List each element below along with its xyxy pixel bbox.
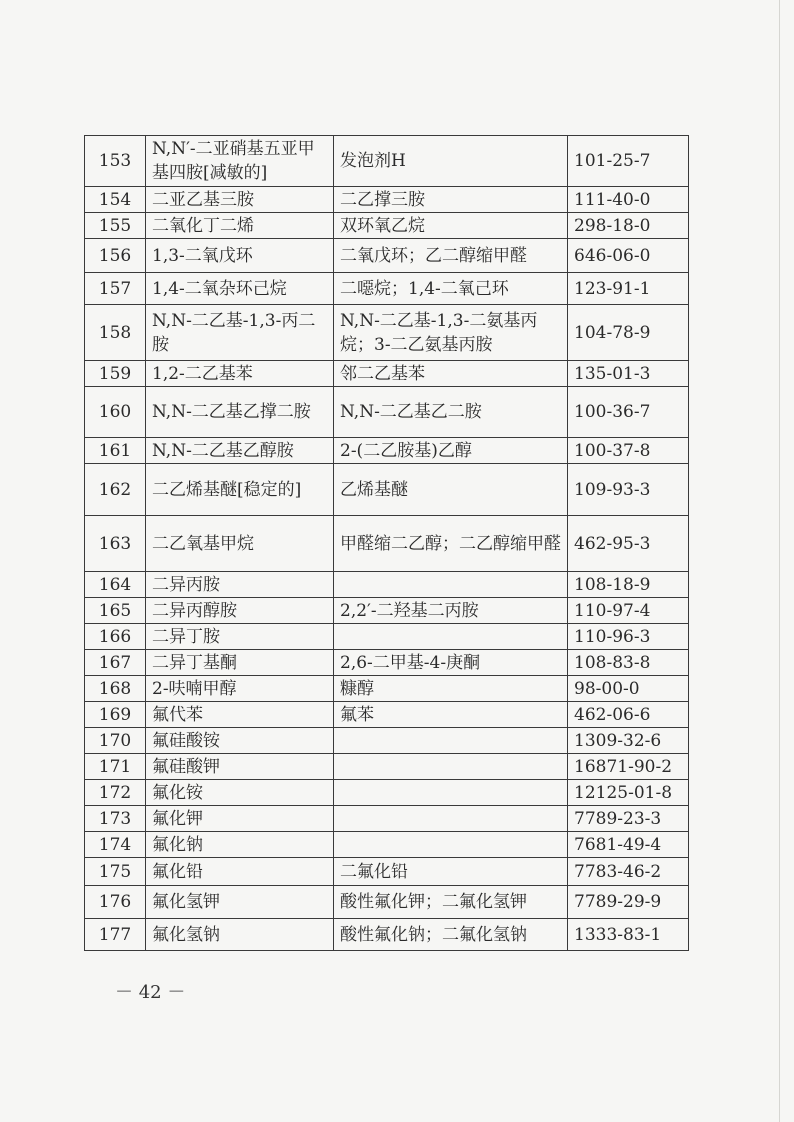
alias-cell: 二乙撑三胺 (334, 187, 568, 213)
alias-cell: 2,2′-二羟基二丙胺 (334, 598, 568, 624)
chemical-name-cell: 氟化钠 (146, 832, 334, 858)
table-row (85, 273, 689, 305)
page-number: － 42 － (115, 982, 186, 1003)
table-row (85, 136, 689, 187)
page-edge (779, 0, 780, 1122)
serial-number-cell: 155 (85, 213, 146, 239)
serial-number-cell: 168 (85, 676, 146, 702)
serial-number-cell: 167 (85, 650, 146, 676)
cas-number-cell: 101-25-7 (568, 136, 689, 187)
alias-cell: 二氟化铅 (334, 858, 568, 886)
table-row (85, 886, 689, 919)
chemical-name-cell: 氟代苯 (146, 702, 334, 728)
alias-cell: 酸性氟化钾；二氟化氢钾 (334, 886, 568, 919)
chemical-name-cell: 二乙氧基甲烷 (146, 516, 334, 572)
table-row (85, 858, 689, 886)
cas-number-cell: 135-01-3 (568, 361, 689, 387)
chemical-name-cell: 二乙烯基醚[稳定的] (146, 464, 334, 516)
cas-number-cell: 1309-32-6 (568, 728, 689, 754)
alias-cell: 糠醇 (334, 676, 568, 702)
cas-number-cell: 104-78-9 (568, 305, 689, 361)
alias-cell: 发泡剂H (334, 136, 568, 187)
chemical-name-cell: N,N-二乙基-1,3-丙二胺 (146, 305, 334, 361)
cas-number-cell: 462-95-3 (568, 516, 689, 572)
table-row (85, 624, 689, 650)
table-row (85, 919, 689, 951)
table-row (85, 702, 689, 728)
alias-cell: 乙烯基醚 (334, 464, 568, 516)
chemical-name-cell: 二异丁胺 (146, 624, 334, 650)
table-row (85, 676, 689, 702)
chemical-name-cell: 氟化氢钠 (146, 919, 334, 951)
cas-number-cell: 7783-46-2 (568, 858, 689, 886)
table-row (85, 598, 689, 624)
serial-number-cell: 158 (85, 305, 146, 361)
cas-number-cell: 111-40-0 (568, 187, 689, 213)
table-row (85, 832, 689, 858)
alias-cell (334, 754, 568, 780)
table-row (85, 239, 689, 273)
chemical-name-cell: N,N-二乙基乙撑二胺 (146, 387, 334, 438)
serial-number-cell: 170 (85, 728, 146, 754)
chemical-table (84, 135, 689, 951)
table-row (85, 728, 689, 754)
alias-cell (334, 806, 568, 832)
chemical-name-cell: N,N′-二亚硝基五亚甲基四胺[减敏的] (146, 136, 334, 187)
cas-number-cell: 100-36-7 (568, 387, 689, 438)
table-row (85, 438, 689, 464)
chemical-name-cell: 二异丙胺 (146, 572, 334, 598)
chemical-name-cell: 1,4-二氧杂环己烷 (146, 273, 334, 305)
alias-cell: 双环氧乙烷 (334, 213, 568, 239)
cas-number-cell: 7789-29-9 (568, 886, 689, 919)
table-row (85, 187, 689, 213)
serial-number-cell: 172 (85, 780, 146, 806)
table-row (85, 361, 689, 387)
chemical-name-cell: 二异丁基酮 (146, 650, 334, 676)
serial-number-cell: 162 (85, 464, 146, 516)
serial-number-cell: 160 (85, 387, 146, 438)
alias-cell (334, 832, 568, 858)
table-row (85, 213, 689, 239)
serial-number-cell: 164 (85, 572, 146, 598)
alias-cell: 甲醛缩二乙醇；二乙醇缩甲醛 (334, 516, 568, 572)
alias-cell: N,N-二乙基-1,3-二氨基丙烷；3-二乙氨基丙胺 (334, 305, 568, 361)
chemical-name-cell: 氟化铅 (146, 858, 334, 886)
table-row (85, 780, 689, 806)
chemical-name-cell: 氟硅酸钾 (146, 754, 334, 780)
cas-number-cell: 110-97-4 (568, 598, 689, 624)
serial-number-cell: 171 (85, 754, 146, 780)
alias-cell: 氟苯 (334, 702, 568, 728)
alias-cell: 邻二乙基苯 (334, 361, 568, 387)
chemical-name-cell: 二氧化丁二烯 (146, 213, 334, 239)
alias-cell (334, 624, 568, 650)
serial-number-cell: 177 (85, 919, 146, 951)
alias-cell: 二氧戊环；乙二醇缩甲醛 (334, 239, 568, 273)
chemical-name-cell: 氟化铵 (146, 780, 334, 806)
cas-number-cell: 16871-90-2 (568, 754, 689, 780)
chemical-name-cell: 氟化钾 (146, 806, 334, 832)
table-row (85, 387, 689, 438)
chemical-name-cell: 2-呋喃甲醇 (146, 676, 334, 702)
alias-cell (334, 780, 568, 806)
chemical-name-cell: 二亚乙基三胺 (146, 187, 334, 213)
alias-cell: N,N-二乙基乙二胺 (334, 387, 568, 438)
serial-number-cell: 174 (85, 832, 146, 858)
alias-cell (334, 728, 568, 754)
cas-number-cell: 123-91-1 (568, 273, 689, 305)
alias-cell: 二噁烷；1,4-二氧己环 (334, 273, 568, 305)
cas-number-cell: 109-93-3 (568, 464, 689, 516)
serial-number-cell: 153 (85, 136, 146, 187)
chemical-name-cell: 1,2-二乙基苯 (146, 361, 334, 387)
cas-number-cell: 108-18-9 (568, 572, 689, 598)
cas-number-cell: 1333-83-1 (568, 919, 689, 951)
serial-number-cell: 173 (85, 806, 146, 832)
cas-number-cell: 462-06-6 (568, 702, 689, 728)
alias-cell: 2-(二乙胺基)乙醇 (334, 438, 568, 464)
chemical-name-cell: N,N-二乙基乙醇胺 (146, 438, 334, 464)
cas-number-cell: 100-37-8 (568, 438, 689, 464)
cas-number-cell: 108-83-8 (568, 650, 689, 676)
chemical-table-body (85, 136, 689, 951)
table-row (85, 650, 689, 676)
table-row (85, 516, 689, 572)
cas-number-cell: 98-00-0 (568, 676, 689, 702)
alias-cell: 酸性氟化钠；二氟化氢钠 (334, 919, 568, 951)
serial-number-cell: 169 (85, 702, 146, 728)
cas-number-cell: 298-18-0 (568, 213, 689, 239)
table-row (85, 806, 689, 832)
cas-number-cell: 7681-49-4 (568, 832, 689, 858)
serial-number-cell: 166 (85, 624, 146, 650)
chemical-name-cell: 1,3-二氧戊环 (146, 239, 334, 273)
chemical-name-cell: 二异丙醇胺 (146, 598, 334, 624)
table-row (85, 305, 689, 361)
serial-number-cell: 165 (85, 598, 146, 624)
table-row (85, 464, 689, 516)
cas-number-cell: 12125-01-8 (568, 780, 689, 806)
serial-number-cell: 154 (85, 187, 146, 213)
table-row (85, 572, 689, 598)
alias-cell (334, 572, 568, 598)
serial-number-cell: 156 (85, 239, 146, 273)
table-row (85, 754, 689, 780)
serial-number-cell: 159 (85, 361, 146, 387)
serial-number-cell: 161 (85, 438, 146, 464)
cas-number-cell: 646-06-0 (568, 239, 689, 273)
cas-number-cell: 7789-23-3 (568, 806, 689, 832)
serial-number-cell: 175 (85, 858, 146, 886)
serial-number-cell: 163 (85, 516, 146, 572)
alias-cell: 2,6-二甲基-4-庚酮 (334, 650, 568, 676)
serial-number-cell: 176 (85, 886, 146, 919)
chemical-name-cell: 氟硅酸铵 (146, 728, 334, 754)
cas-number-cell: 110-96-3 (568, 624, 689, 650)
chemical-name-cell: 氟化氢钾 (146, 886, 334, 919)
serial-number-cell: 157 (85, 273, 146, 305)
